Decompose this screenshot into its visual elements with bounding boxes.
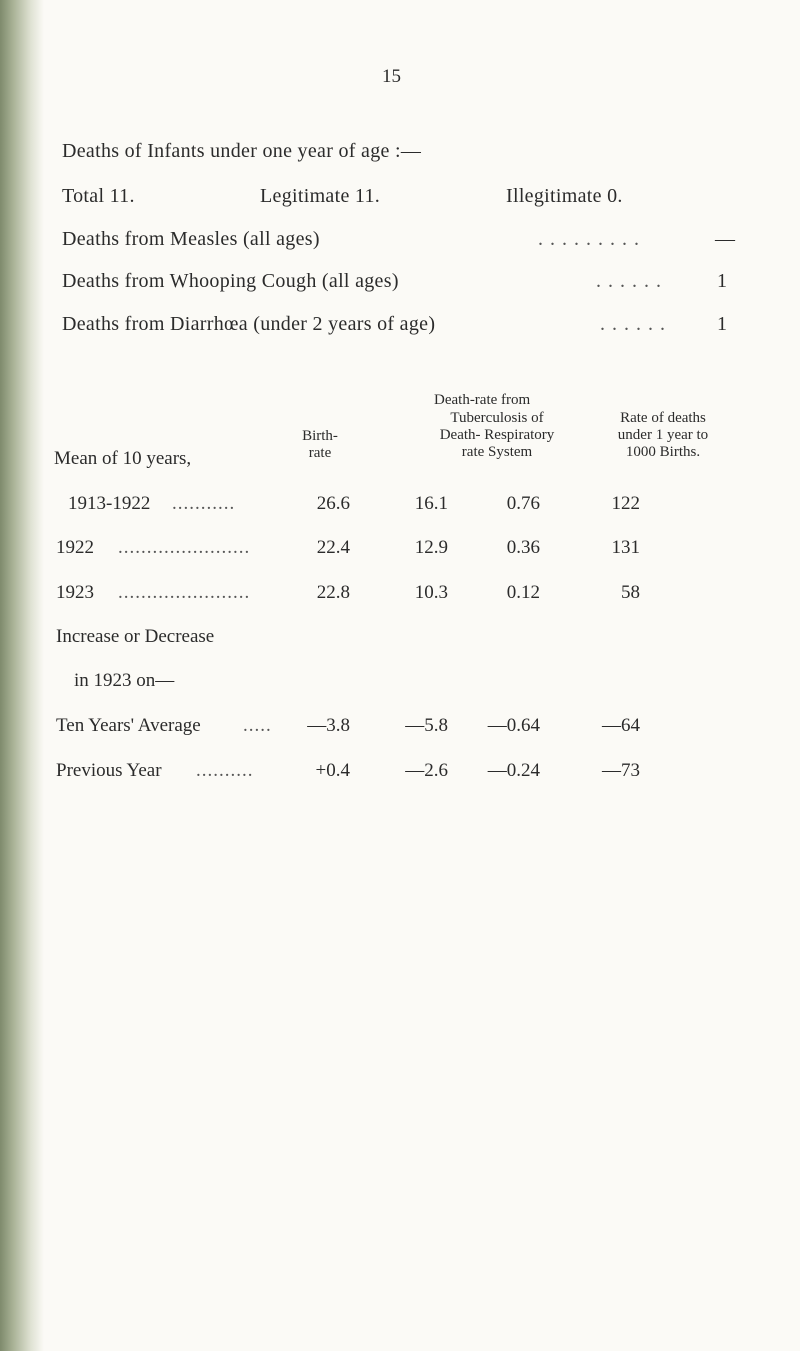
illegitimate-deaths: Illegitimate 0.	[506, 185, 623, 207]
death-rate-group-header: Death-rate from	[434, 392, 531, 408]
death-rate-cell: —2.6	[405, 760, 448, 781]
measles-deaths-label: Deaths from Measles (all ages)	[62, 228, 320, 250]
birth-rate-header: Birth- rate	[302, 428, 338, 461]
whooping-cough-deaths-value: 1	[717, 270, 728, 292]
measles-deaths-value: —	[715, 228, 736, 250]
total-deaths: Total 11.	[62, 185, 135, 207]
infant-rate-cell: 131	[611, 537, 640, 558]
birth-rate-cell: —3.8	[307, 715, 350, 736]
tb-rate-cell: 0.12	[506, 582, 540, 603]
birth-rate-cell: 22.8	[316, 582, 350, 603]
infant-rate-cell: —73	[602, 760, 640, 781]
tb-rate-cell: —0.64	[487, 715, 540, 736]
tb-rate-cell: —0.24	[487, 760, 540, 781]
table-row-leader: ..........	[196, 760, 254, 781]
death-rate-cell: 10.3	[414, 582, 448, 603]
measles-deaths-leader: . . . . . . . . .	[538, 228, 640, 250]
table-row-label: 1922	[56, 537, 94, 558]
mean-header: Mean of 10 years,	[54, 448, 192, 469]
whooping-cough-deaths-label: Deaths from Whooping Cough (all ages)	[62, 270, 399, 292]
diarrhoea-deaths-leader: . . . . . .	[600, 313, 666, 335]
table-row-leader: .......................	[118, 537, 251, 558]
page-edge-shadow	[0, 0, 44, 1351]
birth-rate-cell: 22.4	[316, 537, 350, 558]
table-row-leader: .....	[243, 715, 272, 736]
infant-deaths-heading: Deaths of Infants under one year of age :—	[62, 140, 422, 162]
section-label: Increase or Decrease	[56, 626, 215, 647]
page-number: 15	[382, 66, 401, 87]
diarrhoea-deaths-label: Deaths from Diarrhœa (under 2 years of age)	[62, 313, 436, 335]
infant-rate-cell: —64	[602, 715, 640, 736]
infant-rate-cell: 58	[621, 582, 640, 603]
table-row-leader: ...........	[172, 493, 236, 514]
birth-rate-cell: 26.6	[316, 493, 350, 514]
death-rate-cell: —5.8	[405, 715, 448, 736]
tb-rate-cell: 0.76	[506, 493, 540, 514]
whooping-cough-deaths-leader: . . . . . .	[596, 270, 662, 292]
table-row-label: Ten Years' Average	[56, 715, 201, 736]
table-row-leader: .......................	[118, 582, 251, 603]
table-row-label: Previous Year	[56, 760, 162, 781]
legitimate-deaths: Legitimate 11.	[260, 185, 381, 207]
death-rate-cell: 16.1	[414, 493, 448, 514]
infant-rate-cell: 122	[611, 493, 640, 514]
death-rate-cell: 12.9	[414, 537, 448, 558]
tb-death-rate-header: Tuberculosis of Death- Respiratory rate System	[439, 410, 555, 460]
section-sublabel: in 1923 on—	[74, 670, 175, 691]
tb-rate-cell: 0.36	[506, 537, 540, 558]
table-row-label: 1913-1922	[68, 493, 151, 514]
birth-rate-cell: +0.4	[315, 760, 350, 781]
infant-rate-header: Rate of deaths under 1 year to 1000 Births.	[617, 410, 709, 460]
table-row-label: 1923	[56, 582, 94, 603]
diarrhoea-deaths-value: 1	[717, 313, 728, 335]
